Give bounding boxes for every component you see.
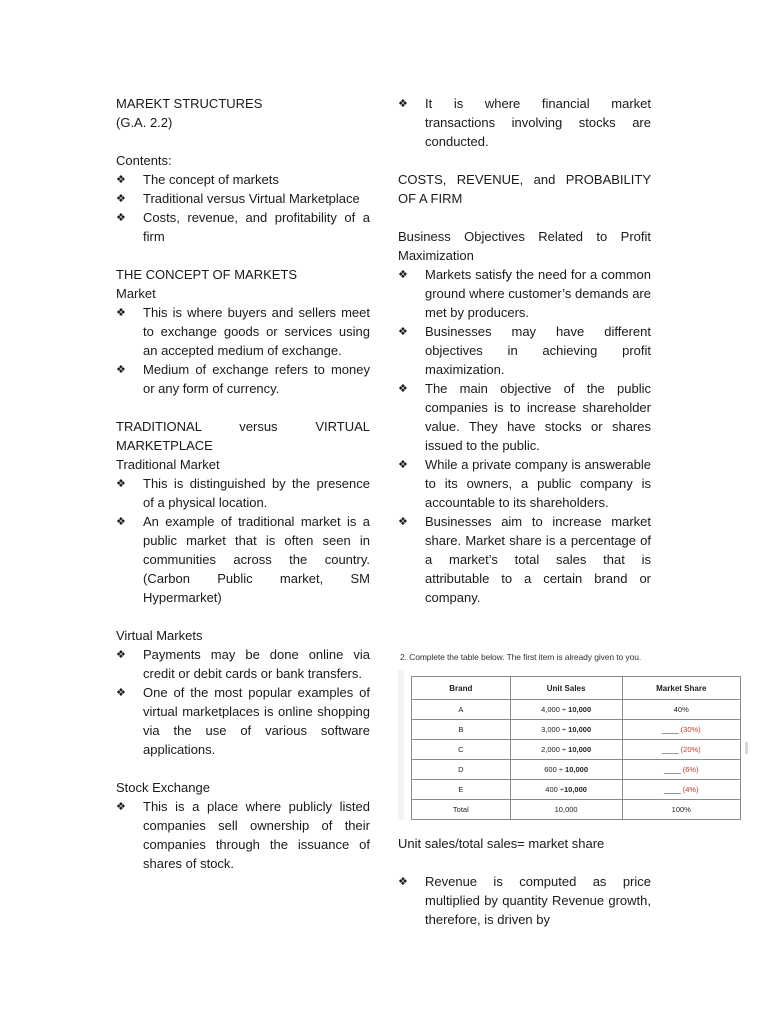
section-heading-traditional: TRADITIONAL versus VIRTUAL [116, 419, 370, 434]
list-item: ❖ The concept of markets [116, 172, 279, 187]
list-item: ❖ Traditional versus Virtual Marketplace [116, 191, 360, 206]
brand-cell: D [412, 760, 511, 780]
scrollbar-artifact [745, 742, 748, 754]
document-title: MAREKT STRUCTURES [116, 96, 263, 111]
table-row [412, 700, 741, 720]
brand-cell: C [412, 740, 511, 760]
subheading-market: Market [116, 286, 156, 301]
diamond-bullet-icon: ❖ [116, 686, 126, 699]
contents-heading: Contents: [116, 153, 172, 168]
document-subtitle: (G.A. 2.2) [116, 115, 173, 130]
list-item: ❖ Businesses aim to increase market share. Market share is a percentage of a market’s total sales that is attributable to a certain brand or company. [398, 514, 651, 605]
market-share-cell: 40% [622, 700, 740, 720]
brand-cell: E [412, 780, 511, 800]
list-item: ❖ While a private company is answerable to its owners, a public company is accountable to its shareholders. [398, 457, 651, 510]
table-header-row [412, 677, 741, 700]
column-header-brand: Brand [412, 677, 511, 700]
table-row [412, 720, 741, 740]
table-total-row [412, 800, 741, 820]
diamond-bullet-icon: ❖ [116, 306, 126, 319]
list-item: ❖ It is where financial market transactions involving stocks are conducted. [398, 96, 651, 149]
total-label-cell: Total [412, 800, 511, 820]
brand-cell: B [412, 720, 511, 740]
diamond-bullet-icon: ❖ [116, 648, 126, 661]
total-sales-cell: 10,000 [510, 800, 622, 820]
diamond-bullet-icon: ❖ [398, 97, 408, 110]
market-share-cell: ____ (4%) [622, 780, 740, 800]
diamond-bullet-icon: ❖ [398, 515, 408, 528]
diamond-bullet-icon: ❖ [116, 211, 126, 224]
market-share-formula: Unit sales/total sales= market share [398, 836, 605, 851]
market-share-table [411, 676, 741, 820]
list-item: ❖ This is where buyers and sellers meet to exchange goods or services using an accepted medium of exchange. [116, 305, 370, 358]
list-item: ❖ Costs, revenue, and profitability of a firm [116, 210, 370, 244]
subheading-virtual-markets: Virtual Markets [116, 628, 203, 643]
unit-sales-cell: 600 ÷ 10,000 [510, 760, 622, 780]
market-share-cell: ____ (6%) [622, 760, 740, 780]
section-heading-traditional-cont: MARKETPLACE [116, 438, 213, 453]
diamond-bullet-icon: ❖ [398, 875, 408, 888]
diamond-bullet-icon: ❖ [398, 382, 408, 395]
list-item: ❖ The main objective of the public companies is to increase shareholder value. They have stocks or shares issued to the public. [398, 381, 651, 453]
section-heading-concept: THE CONCEPT OF MARKETS [116, 267, 298, 282]
section-heading-costs: COSTS, REVENUE, and PROBABILITY OF A FIRM [398, 172, 651, 206]
diamond-bullet-icon: ❖ [116, 363, 126, 376]
brand-cell: A [412, 700, 511, 720]
diamond-bullet-icon: ❖ [116, 477, 126, 490]
subheading-stock-exchange: Stock Exchange [116, 780, 210, 795]
diamond-bullet-icon: ❖ [398, 458, 408, 471]
diamond-bullet-icon: ❖ [116, 192, 126, 205]
left-column [116, 94, 370, 873]
unit-sales-cell: 400 ÷10,000 [510, 780, 622, 800]
market-share-cell: ____ (30%) [622, 720, 740, 740]
list-item: ❖ Businesses may have different objectives in achieving profit maximization. [398, 324, 651, 377]
unit-sales-cell: 2,000 ÷ 10,000 [510, 740, 622, 760]
table-row [412, 740, 741, 760]
list-item: ❖ This is a place where publicly listed companies sell ownership of their companies through the issuance of shares of stock. [116, 799, 370, 871]
diamond-bullet-icon: ❖ [398, 268, 408, 281]
market-share-cell: ____ (20%) [622, 740, 740, 760]
subheading-traditional-market: Traditional Market [116, 457, 220, 472]
list-item: ❖ One of the most popular examples of virtual marketplaces is online shopping via the use of various software applications. [116, 685, 370, 757]
unit-sales-cell: 4,000 ÷ 10,000 [510, 700, 622, 720]
right-column [398, 94, 651, 607]
total-share-cell: 100% [622, 800, 740, 820]
list-item: ❖ An example of traditional market is a public market that is often seen in communities across the country. (Carbon Public market, SM Hypermarket) [116, 514, 370, 605]
table-row [412, 760, 741, 780]
unit-sales-cell: 3,000 ÷ 10,000 [510, 720, 622, 740]
diamond-bullet-icon: ❖ [116, 800, 126, 813]
list-item: ❖ Payments may be done online via credit or debit cards or bank transfers. [116, 647, 370, 681]
list-item: ❖ Markets satisfy the need for a common ground where customer’s demands are met by producers. [398, 267, 651, 320]
list-item: ❖ Revenue is computed as price multiplied by quantity Revenue growth, therefore, is driven by [398, 874, 651, 927]
table-row [412, 780, 741, 800]
diamond-bullet-icon: ❖ [398, 325, 408, 338]
diamond-bullet-icon: ❖ [116, 515, 126, 528]
list-item: ❖ This is distinguished by the presence of a physical location. [116, 476, 370, 510]
table-caption: 2. Complete the table below. The first item is already given to you. [400, 652, 642, 662]
column-header-unit-sales: Unit Sales [510, 677, 622, 700]
column-header-market-share: Market Share [622, 677, 740, 700]
subheading-business-objectives: Business Objectives Related to Profit Maximization [398, 229, 651, 263]
market-share-table-image [398, 646, 750, 822]
diamond-bullet-icon: ❖ [116, 173, 126, 186]
right-column-bottom [398, 834, 651, 929]
list-item: ❖ Medium of exchange refers to money or any form of currency. [116, 362, 370, 396]
